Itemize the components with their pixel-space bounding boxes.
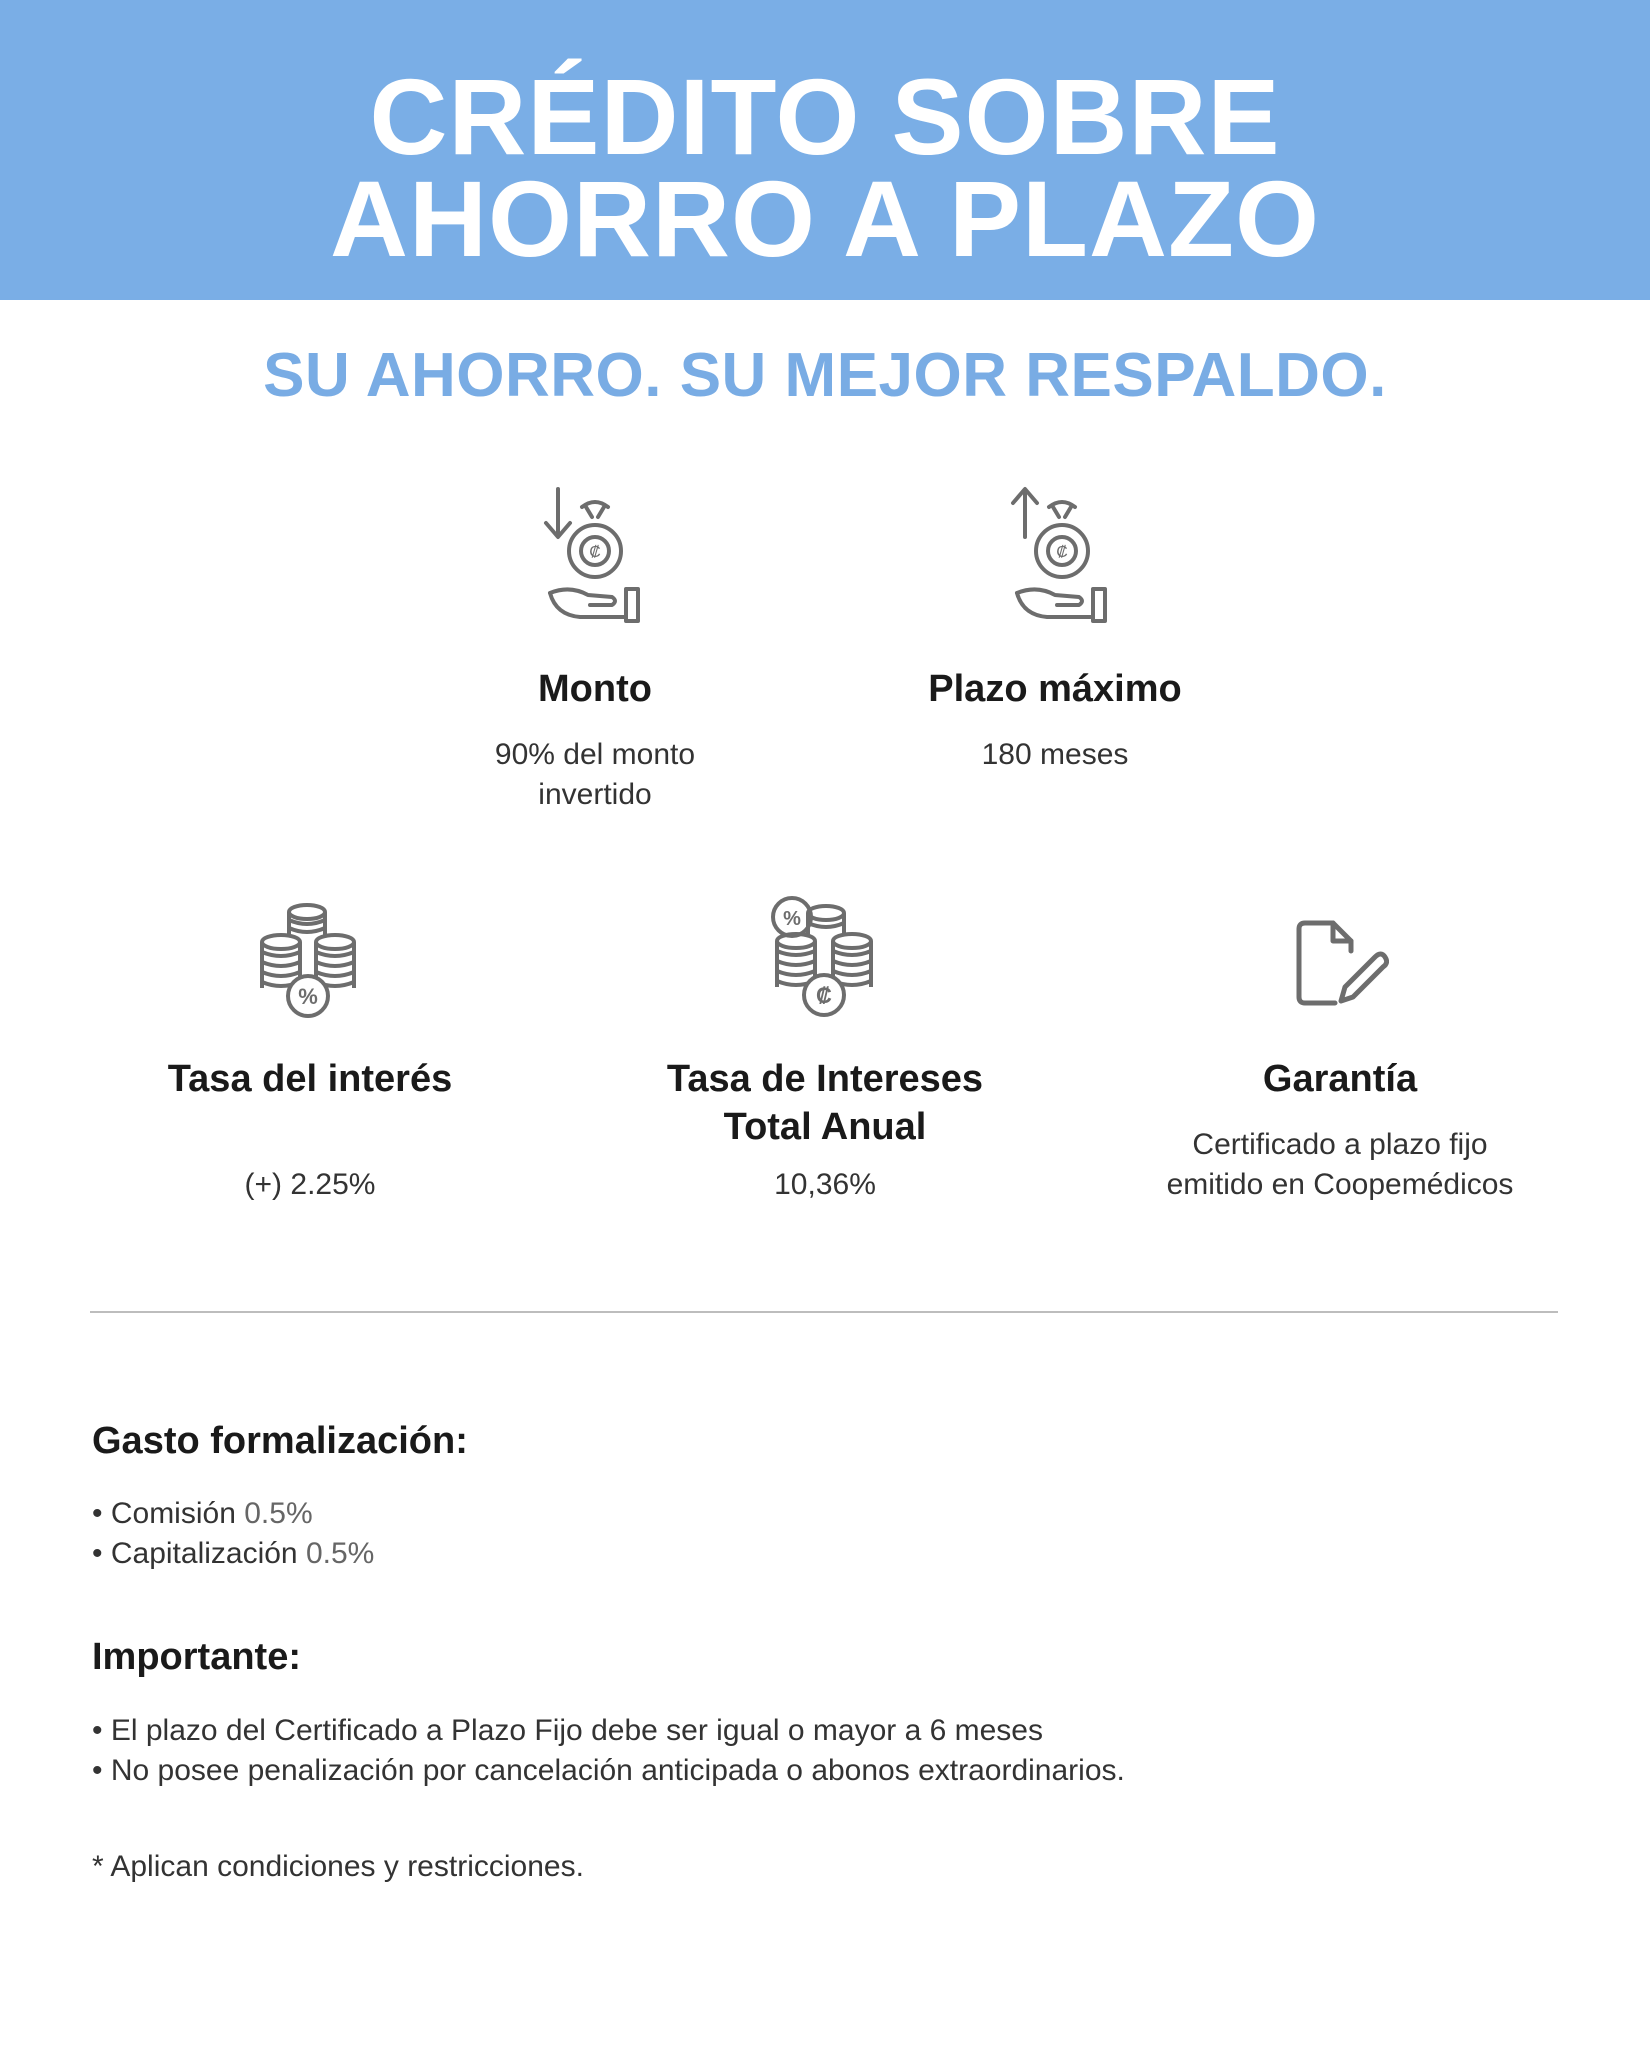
- list-item: • No posee penalización por cancelación anticipada o abonos extraordinarios.: [92, 1751, 1125, 1791]
- feature-tasa-interes: [130, 895, 490, 1215]
- gasto-formalizacion-title: Gasto formalización:: [92, 1420, 468, 1462]
- tasa-total-value: 10,36%: [774, 1168, 876, 1201]
- svg-text:₡: ₡: [816, 983, 832, 1008]
- title-line-1: CRÉDITO SOBRE: [369, 56, 1281, 177]
- feature-garantia: [1110, 895, 1570, 1215]
- feature-tasa-total-anual: [625, 895, 1025, 1215]
- gasto-item-label: Capitalización: [110, 1537, 298, 1570]
- list-item: • El plazo del Certificado a Plazo Fijo debe ser igual o mayor a 6 meses: [92, 1711, 1125, 1751]
- tasa-value: (+) 2.25%: [244, 1168, 376, 1201]
- list-item: [92, 1534, 374, 1574]
- gasto-item-value: 0.5%: [305, 1537, 375, 1570]
- svg-text:%: %: [298, 984, 318, 1009]
- plazo-value: 180 meses: [981, 738, 1129, 771]
- svg-text:₡: ₡: [1056, 544, 1068, 561]
- coin-stacks-percent-colon-icon: [770, 895, 880, 1019]
- importante-title: Importante:: [92, 1636, 301, 1678]
- tasa-total-title-line-1: Tasa de Intereses: [666, 1058, 984, 1100]
- footnote: * Aplican condiciones y restricciones.: [92, 1850, 584, 1883]
- gasto-item-value: 0.5%: [244, 1497, 313, 1530]
- svg-text:₡: ₡: [589, 544, 601, 561]
- page-title: [0, 56, 1650, 279]
- plazo-title: Plazo máximo: [928, 668, 1182, 710]
- header-banner: [0, 0, 1650, 300]
- monto-title: Monto: [538, 668, 652, 710]
- feature-monto: [445, 485, 745, 825]
- gasto-item-label: Comisión: [110, 1497, 236, 1530]
- tasa-title: Tasa del interés: [167, 1058, 453, 1100]
- svg-text:%: %: [783, 908, 801, 930]
- section-divider: [90, 1311, 1558, 1313]
- garantia-title: Garantía: [1262, 1058, 1418, 1100]
- monto-value-line-1: 90% del monto: [494, 738, 696, 771]
- garantia-value-line-1: Certificado a plazo fijo: [1192, 1128, 1488, 1161]
- money-bag-up-hand-icon: [1007, 485, 1117, 630]
- money-bag-down-hand-icon: [540, 485, 650, 630]
- tagline: SU AHORRO. SU MEJOR RESPALDO.: [263, 341, 1387, 410]
- document-edit-icon: [1293, 917, 1389, 1011]
- garantia-value-line-2: emitido en Coopemédicos: [1166, 1168, 1514, 1201]
- feature-plazo-maximo: [895, 485, 1215, 825]
- tasa-total-title-line-2: Total Anual: [723, 1106, 927, 1148]
- monto-value-line-2: invertido: [538, 778, 652, 811]
- gasto-list: [92, 1494, 374, 1574]
- list-item: [92, 1494, 374, 1534]
- importante-list: [92, 1711, 1125, 1791]
- coin-stacks-percent-icon: [257, 900, 363, 1020]
- title-line-2: AHORRO A PLAZO: [330, 158, 1320, 279]
